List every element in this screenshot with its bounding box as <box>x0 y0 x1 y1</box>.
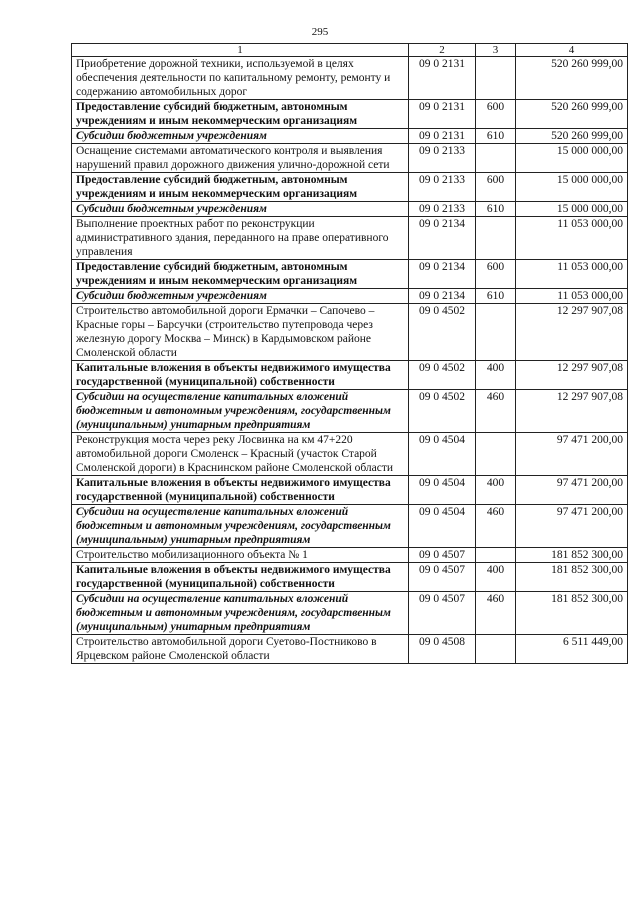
row-code-cell: 09 0 2134 <box>409 217 476 260</box>
table-row <box>72 289 628 304</box>
table-row <box>72 57 628 100</box>
row-amount-cell: 97 471 200,00 <box>516 476 628 505</box>
row-amount-cell: 181 852 300,00 <box>516 548 628 563</box>
table-row <box>72 433 628 476</box>
row-amount-cell: 520 260 999,00 <box>516 129 628 144</box>
row-code-cell: 09 0 4507 <box>409 548 476 563</box>
row-code-cell: 09 0 4502 <box>409 304 476 361</box>
header-col-2: 2 <box>409 44 476 57</box>
table-row <box>72 635 628 664</box>
table-body <box>72 57 628 664</box>
row-amount-cell: 15 000 000,00 <box>516 173 628 202</box>
row-code-cell: 09 0 2131 <box>409 129 476 144</box>
row-code-cell: 09 0 4507 <box>409 563 476 592</box>
row-amount-cell: 6 511 449,00 <box>516 635 628 664</box>
header-row <box>72 44 628 57</box>
row-expense-type-cell: 610 <box>476 129 516 144</box>
row-name-cell: Субсидии бюджетным учреждениям <box>72 289 409 304</box>
row-expense-type-cell <box>476 433 516 476</box>
row-name-cell: Строительство мобилизационного объекта № 1 <box>72 548 409 563</box>
row-name-cell: Субсидии на осуществление капитальных вложений бюджетным и автономным учреждениям, государственным (муниципальным) унитарным предприятиям <box>72 505 409 548</box>
row-name-cell: Выполнение проектных работ по реконструкции административного здания, переданного на праве оперативного управления <box>72 217 409 260</box>
table-row <box>72 129 628 144</box>
row-amount-cell: 12 297 907,08 <box>516 390 628 433</box>
row-expense-type-cell: 610 <box>476 289 516 304</box>
row-amount-cell: 11 053 000,00 <box>516 260 628 289</box>
table-row <box>72 361 628 390</box>
row-name-cell: Субсидии на осуществление капитальных вложений бюджетным и автономным учреждениям, государственным (муниципальным) унитарным предприятиям <box>72 592 409 635</box>
row-expense-type-cell: 400 <box>476 563 516 592</box>
row-expense-type-cell: 600 <box>476 173 516 202</box>
table-row <box>72 476 628 505</box>
row-expense-type-cell <box>476 548 516 563</box>
table-row <box>72 592 628 635</box>
row-amount-cell: 15 000 000,00 <box>516 144 628 173</box>
row-name-cell: Капитальные вложения в объекты недвижимого имущества государственной (муниципальной) собственности <box>72 476 409 505</box>
table-row <box>72 144 628 173</box>
row-code-cell: 09 0 2131 <box>409 100 476 129</box>
row-amount-cell: 15 000 000,00 <box>516 202 628 217</box>
row-amount-cell: 11 053 000,00 <box>516 217 628 260</box>
row-amount-cell: 97 471 200,00 <box>516 433 628 476</box>
row-expense-type-cell: 400 <box>476 361 516 390</box>
row-expense-type-cell: 600 <box>476 260 516 289</box>
row-name-cell: Субсидии бюджетным учреждениям <box>72 129 409 144</box>
header-col-3: 3 <box>476 44 516 57</box>
row-name-cell: Предоставление субсидий бюджетным, автономным учреждениям и иным некоммерческим организациям <box>72 173 409 202</box>
row-name-cell: Реконструкция моста через реку Лосвинка на км 47+220 автомобильной дороги Смоленск – Красный (участок Старой Смоленской дороги) в Краснинском районе Смоленской области <box>72 433 409 476</box>
row-name-cell: Капитальные вложения в объекты недвижимого имущества государственной (муниципальной) собственности <box>72 563 409 592</box>
row-code-cell: 09 0 4504 <box>409 505 476 548</box>
row-amount-cell: 11 053 000,00 <box>516 289 628 304</box>
row-amount-cell: 520 260 999,00 <box>516 100 628 129</box>
row-expense-type-cell <box>476 304 516 361</box>
row-code-cell: 09 0 4504 <box>409 433 476 476</box>
row-code-cell: 09 0 4507 <box>409 592 476 635</box>
row-code-cell: 09 0 2133 <box>409 202 476 217</box>
row-expense-type-cell: 400 <box>476 476 516 505</box>
row-code-cell: 09 0 2131 <box>409 57 476 100</box>
row-code-cell: 09 0 2133 <box>409 144 476 173</box>
table-row <box>72 390 628 433</box>
row-code-cell: 09 0 4508 <box>409 635 476 664</box>
row-expense-type-cell: 460 <box>476 505 516 548</box>
row-code-cell: 09 0 4502 <box>409 390 476 433</box>
page-number: 295 <box>311 26 329 38</box>
row-code-cell: 09 0 4502 <box>409 361 476 390</box>
row-expense-type-cell <box>476 635 516 664</box>
header-col-4: 4 <box>516 44 628 57</box>
row-expense-type-cell <box>476 144 516 173</box>
row-name-cell: Предоставление субсидий бюджетным, автономным учреждениям и иным некоммерческим организациям <box>72 260 409 289</box>
row-expense-type-cell: 610 <box>476 202 516 217</box>
table-row <box>72 260 628 289</box>
row-amount-cell: 520 260 999,00 <box>516 57 628 100</box>
row-name-cell: Строительство автомобильной дороги Ермачки – Сапочево – Красные горы – Барсучки (строительство путепровода через железную дорогу Москва – Минск) в Кардымовском районе Смоленской области <box>72 304 409 361</box>
table-row <box>72 100 628 129</box>
row-code-cell: 09 0 2134 <box>409 289 476 304</box>
row-expense-type-cell: 460 <box>476 390 516 433</box>
row-name-cell: Строительство автомобильной дороги Суетово-Постниково в Ярцевском районе Смоленской области <box>72 635 409 664</box>
table-row <box>72 505 628 548</box>
row-code-cell: 09 0 4504 <box>409 476 476 505</box>
row-amount-cell: 181 852 300,00 <box>516 563 628 592</box>
table-row <box>72 548 628 563</box>
row-name-cell: Приобретение дорожной техники, используемой в целях обеспечения деятельности по капитальному ремонту, ремонту и содержанию автомобильных дорог <box>72 57 409 100</box>
row-expense-type-cell <box>476 217 516 260</box>
row-amount-cell: 12 297 907,08 <box>516 361 628 390</box>
table-row <box>72 217 628 260</box>
budget-table <box>71 43 628 664</box>
header-col-1: 1 <box>72 44 409 57</box>
row-amount-cell: 181 852 300,00 <box>516 592 628 635</box>
row-amount-cell: 12 297 907,08 <box>516 304 628 361</box>
row-expense-type-cell: 460 <box>476 592 516 635</box>
row-name-cell: Субсидии бюджетным учреждениям <box>72 202 409 217</box>
row-name-cell: Оснащение системами автоматического контроля и выявления нарушений правил дорожного движения улично-дорожной сети <box>72 144 409 173</box>
row-name-cell: Капитальные вложения в объекты недвижимого имущества государственной (муниципальной) собственности <box>72 361 409 390</box>
table-row <box>72 202 628 217</box>
table-row <box>72 173 628 202</box>
row-expense-type-cell <box>476 57 516 100</box>
row-expense-type-cell: 600 <box>476 100 516 129</box>
row-amount-cell: 97 471 200,00 <box>516 505 628 548</box>
row-name-cell: Предоставление субсидий бюджетным, автономным учреждениям и иным некоммерческим организациям <box>72 100 409 129</box>
row-code-cell: 09 0 2133 <box>409 173 476 202</box>
row-name-cell: Субсидии на осуществление капитальных вложений бюджетным и автономным учреждениям, государственным (муниципальным) унитарным предприятиям <box>72 390 409 433</box>
row-code-cell: 09 0 2134 <box>409 260 476 289</box>
table-row <box>72 563 628 592</box>
table-row <box>72 304 628 361</box>
